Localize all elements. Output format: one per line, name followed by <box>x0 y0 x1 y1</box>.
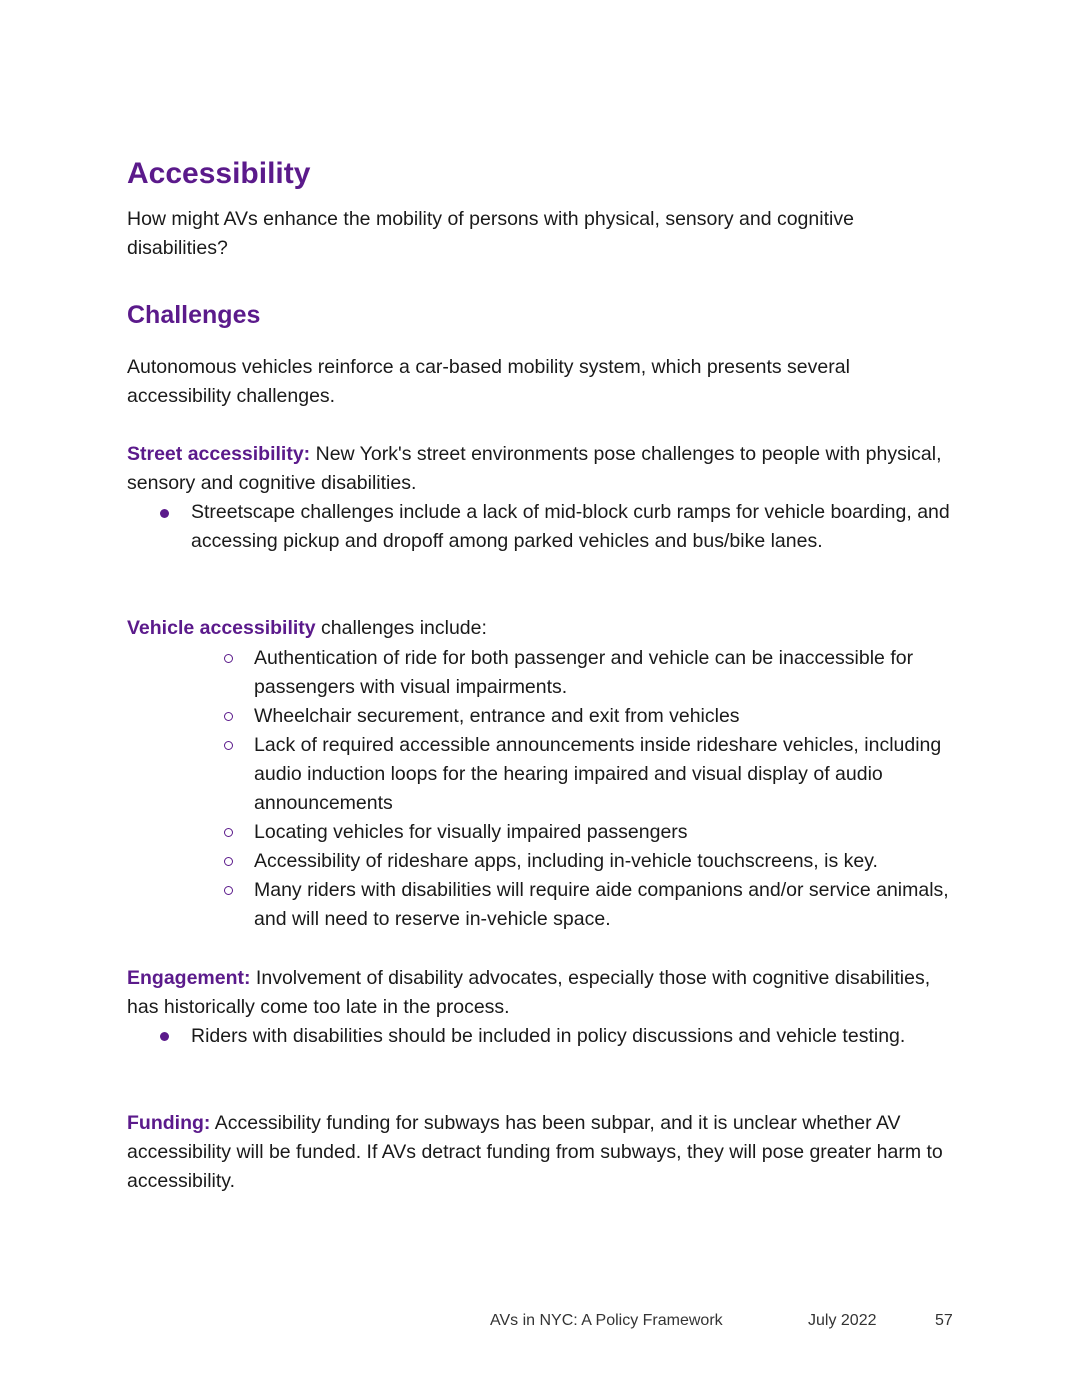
section-heading: Challenges <box>127 301 261 329</box>
vehicle-challenge-item: Locating vehicles for visually impaired passengers <box>254 821 688 843</box>
page-title: Accessibility <box>127 157 311 190</box>
footer-document-title: AVs in NYC: A Policy Framework <box>490 1312 723 1329</box>
circle-bullet-icon <box>224 654 233 663</box>
street-accessibility-paragraph <box>127 440 957 498</box>
street-bullet: Streetscape challenges include a lack of mid-block curb ramps for vehicle boarding, and accessing pickup and dropoff among parked vehicles and bus/bike lanes. <box>191 501 950 552</box>
vehicle-challenge-item: Accessibility of rideshare apps, including in-vehicle touchscreens, is key. <box>254 850 878 872</box>
vehicle-challenge-item: Lack of required accessible announcements inside rideshare vehicles, including audio induction loops for the hearing impaired and visual display of audio announcements <box>254 734 942 814</box>
street-accessibility-label: Street accessibility: <box>127 443 311 465</box>
footer-page-number: 57 <box>935 1312 953 1329</box>
circle-bullet-icon <box>224 857 233 866</box>
street-accessibility-text: New York's street environments pose challenges to people with physical, sensory and cognitive disabilities. <box>127 443 942 494</box>
engagement-bullet: Riders with disabilities should be included in policy discussions and vehicle testing. <box>191 1025 906 1047</box>
circle-bullet-icon <box>224 741 233 750</box>
circle-bullet-icon <box>224 828 233 837</box>
guiding-question: How might AVs enhance the mobility of persons with physical, sensory and cognitive disabilities? <box>127 208 854 259</box>
bullet-icon <box>160 1032 169 1041</box>
footer-date: July 2022 <box>808 1312 877 1329</box>
bullet-icon <box>160 509 169 518</box>
funding-label: Funding: <box>127 1112 211 1134</box>
funding-paragraph <box>127 1109 957 1196</box>
intro-paragraph: Autonomous vehicles reinforce a car-based mobility system, which presents several accessibility challenges. <box>127 356 850 407</box>
circle-bullet-icon <box>224 886 233 895</box>
engagement-label: Engagement: <box>127 967 251 989</box>
vehicle-challenge-item: Many riders with disabilities will require aide companions and/or service animals, and will need to reserve in-vehicle space. <box>254 879 949 930</box>
vehicle-accessibility-label: Vehicle accessibility <box>127 617 316 639</box>
funding-text: Accessibility funding for subways has been subpar, and it is unclear whether AV accessibility will be funded. If AVs detract funding from subways, they will pose greater harm to accessibility. <box>127 1112 943 1192</box>
engagement-paragraph <box>127 964 957 1022</box>
vehicle-challenge-item: Wheelchair securement, entrance and exit from vehicles <box>254 705 740 727</box>
circle-bullet-icon <box>224 712 233 721</box>
engagement-text: Involvement of disability advocates, especially those with cognitive disabilities, has historically come too late in the process. <box>127 967 931 1018</box>
vehicle-accessibility-paragraph <box>127 614 957 643</box>
vehicle-accessibility-text: challenges include: <box>315 617 487 639</box>
vehicle-challenge-item: Authentication of ride for both passenger and vehicle can be inaccessible for passengers with visual impairments. <box>254 647 914 698</box>
